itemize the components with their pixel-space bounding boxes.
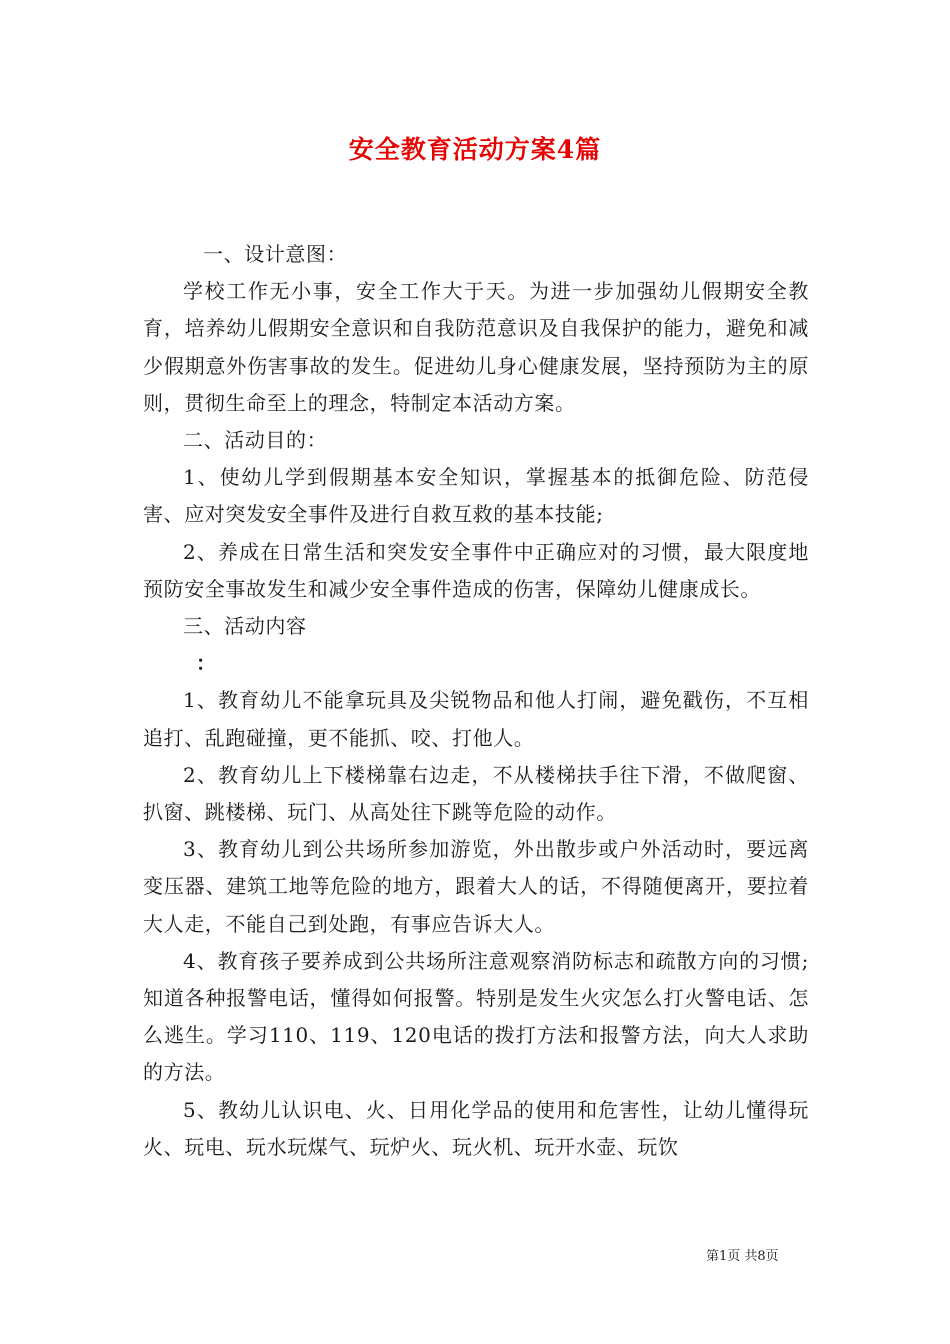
paragraph-content-2: 2、教育幼儿上下楼梯靠右边走，不从楼梯扶手往下滑，不做爬窗、扒窗、跳楼梯、玩门、从高处往下跳等危险的动作。 bbox=[143, 762, 809, 825]
section-heading-activity-content: 三、活动内容 bbox=[183, 614, 307, 639]
section-heading-activity-purpose: 二、活动目的： bbox=[183, 428, 328, 453]
section-heading-design-intent: 一、设计意图： bbox=[203, 242, 348, 266]
paragraph-design-intent: 学校工作无小事，安全工作大于天。为进一步加强幼儿假期安全教育，培养幼儿假期安全意识和自我防范意识及自我保护的能力，避免和减少假期意外伤害事故的发生。促进幼儿身心健康发展，坚持预防为主的原则，贯彻生命至上的理念，特制定本活动方案。 bbox=[143, 279, 809, 415]
paragraph-purpose-1: 1、使幼儿学到假期基本安全知识，掌握基本的抵御危险、防范侵害、应对突发安全事件及进行自救互救的基本技能; bbox=[143, 465, 809, 527]
paragraph-purpose-2: 2、养成在日常生活和突发安全事件中正确应对的习惯，最大限度地预防安全事故发生和减少安全事件造成的伤害，保障幼儿健康成长。 bbox=[143, 539, 809, 601]
paragraph-content-1: 1、教育幼儿不能拿玩具及尖锐物品和他人打闹，避免戳伤，不互相追打、乱跑碰撞，更不能抓、咬、打他人。 bbox=[143, 688, 809, 750]
paragraph-content-5: 5、教幼儿认识电、火、日用化学品的使用和危害性，让幼儿懂得玩火、玩电、玩水玩煤气、玩炉火、玩火机、玩开水壶、玩饮 bbox=[143, 1097, 809, 1159]
page-number-footer: 第1页 共8页 bbox=[706, 1249, 779, 1264]
paragraph-content-3: 3、教育幼儿到公共场所参加游览，外出散步或户外活动时，要远离变压器、建筑工地等危险的地方，跟着大人的话，不得随便离开，要拉着大人走，不能自己到处跑，有事应告诉大人。 bbox=[143, 837, 809, 936]
section-heading-colon: ： bbox=[196, 651, 217, 676]
document-body bbox=[143, 236, 809, 1166]
document-title: 安全教育活动方案4篇 bbox=[348, 135, 602, 164]
paragraph-content-4: 4、教育孩子要养成到公共场所注意观察消防标志和疏散方向的习惯;知道各种报警电话，懂得如何报警。特别是发生火灾怎么打火警电话、怎么逃生。学习110、119、120电话的拨打方法和报警方法，向大人求助的方法。 bbox=[143, 948, 809, 1085]
